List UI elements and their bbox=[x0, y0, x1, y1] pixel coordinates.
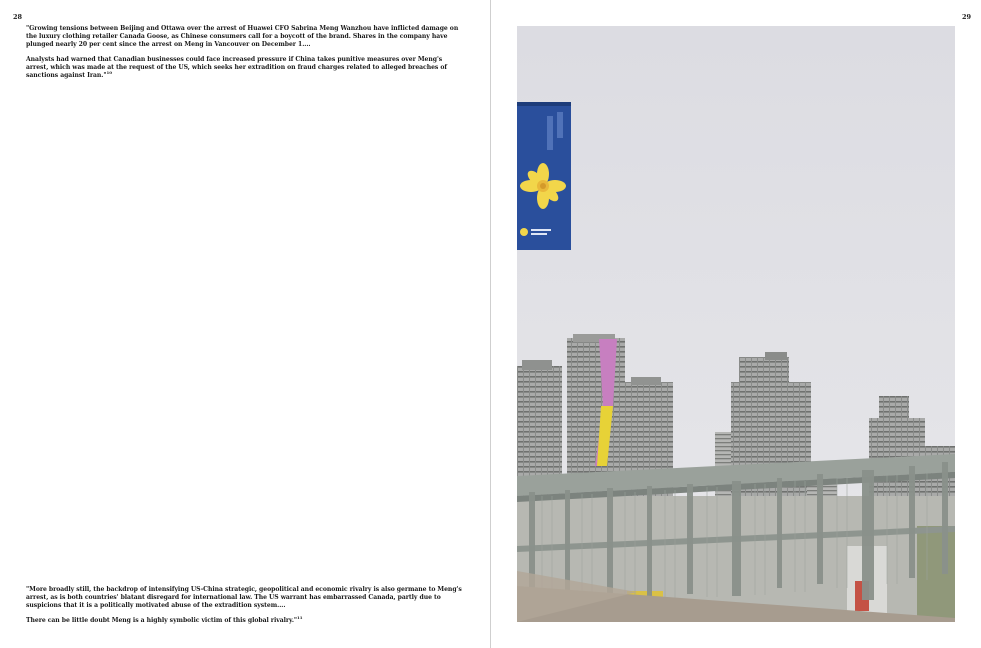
quote-paragraph-3-text: "More broadly still, the backdrop of intensifying US-China strategic, geopolitical and economic rivalry is also germane to Meng's arrest, as is both countries' blatant disregard for international law. The US warrant has embarrassed Canada, partly due to suspicions that it is a politically motivated abuse of the extradition system.... bbox=[26, 586, 462, 609]
left-page bbox=[0, 0, 490, 648]
quote-paragraph-4 bbox=[26, 614, 462, 625]
quote-paragraph-1 bbox=[26, 25, 462, 49]
trees bbox=[917, 526, 955, 622]
quote-paragraph-2 bbox=[26, 56, 462, 80]
page-number-right: 29 bbox=[961, 13, 971, 21]
footnote-marker-11: 11 bbox=[297, 614, 303, 620]
page-number-left: 28 bbox=[13, 13, 23, 21]
quote-paragraph-4-text: There can be little doubt Meng is a highly symbolic victim of this global rivalry." bbox=[26, 617, 298, 624]
photo-vancouver-skyline bbox=[517, 26, 955, 622]
photo-scene bbox=[517, 26, 955, 622]
quote-paragraph-3 bbox=[26, 586, 462, 610]
quote-paragraph-2-text: Analysts had warned that Canadian businesses could face increased pressure if China takes punitive measures over Meng's arrest, which was made at the request of the US, which seeks her extradition on fraud charges related to alleged breaches of sanctions against Iran." bbox=[26, 56, 447, 79]
quote-paragraph-1-text: "Growing tensions between Beijing and Ottawa over the arrest of Huawei CFO Sabrina Meng Wanzhou have inflicted damage on the luxury clothing retailer Canada Goose, as Chinese consumers call for a boycott of the brand. Shares in the company have plunged nearly 20 per cent since the arrest on Meng in Vancouver on December 1.... bbox=[26, 25, 459, 48]
footnote-marker-10: 10 bbox=[106, 69, 112, 75]
right-page bbox=[491, 0, 981, 648]
daffodil-banner bbox=[517, 102, 571, 250]
